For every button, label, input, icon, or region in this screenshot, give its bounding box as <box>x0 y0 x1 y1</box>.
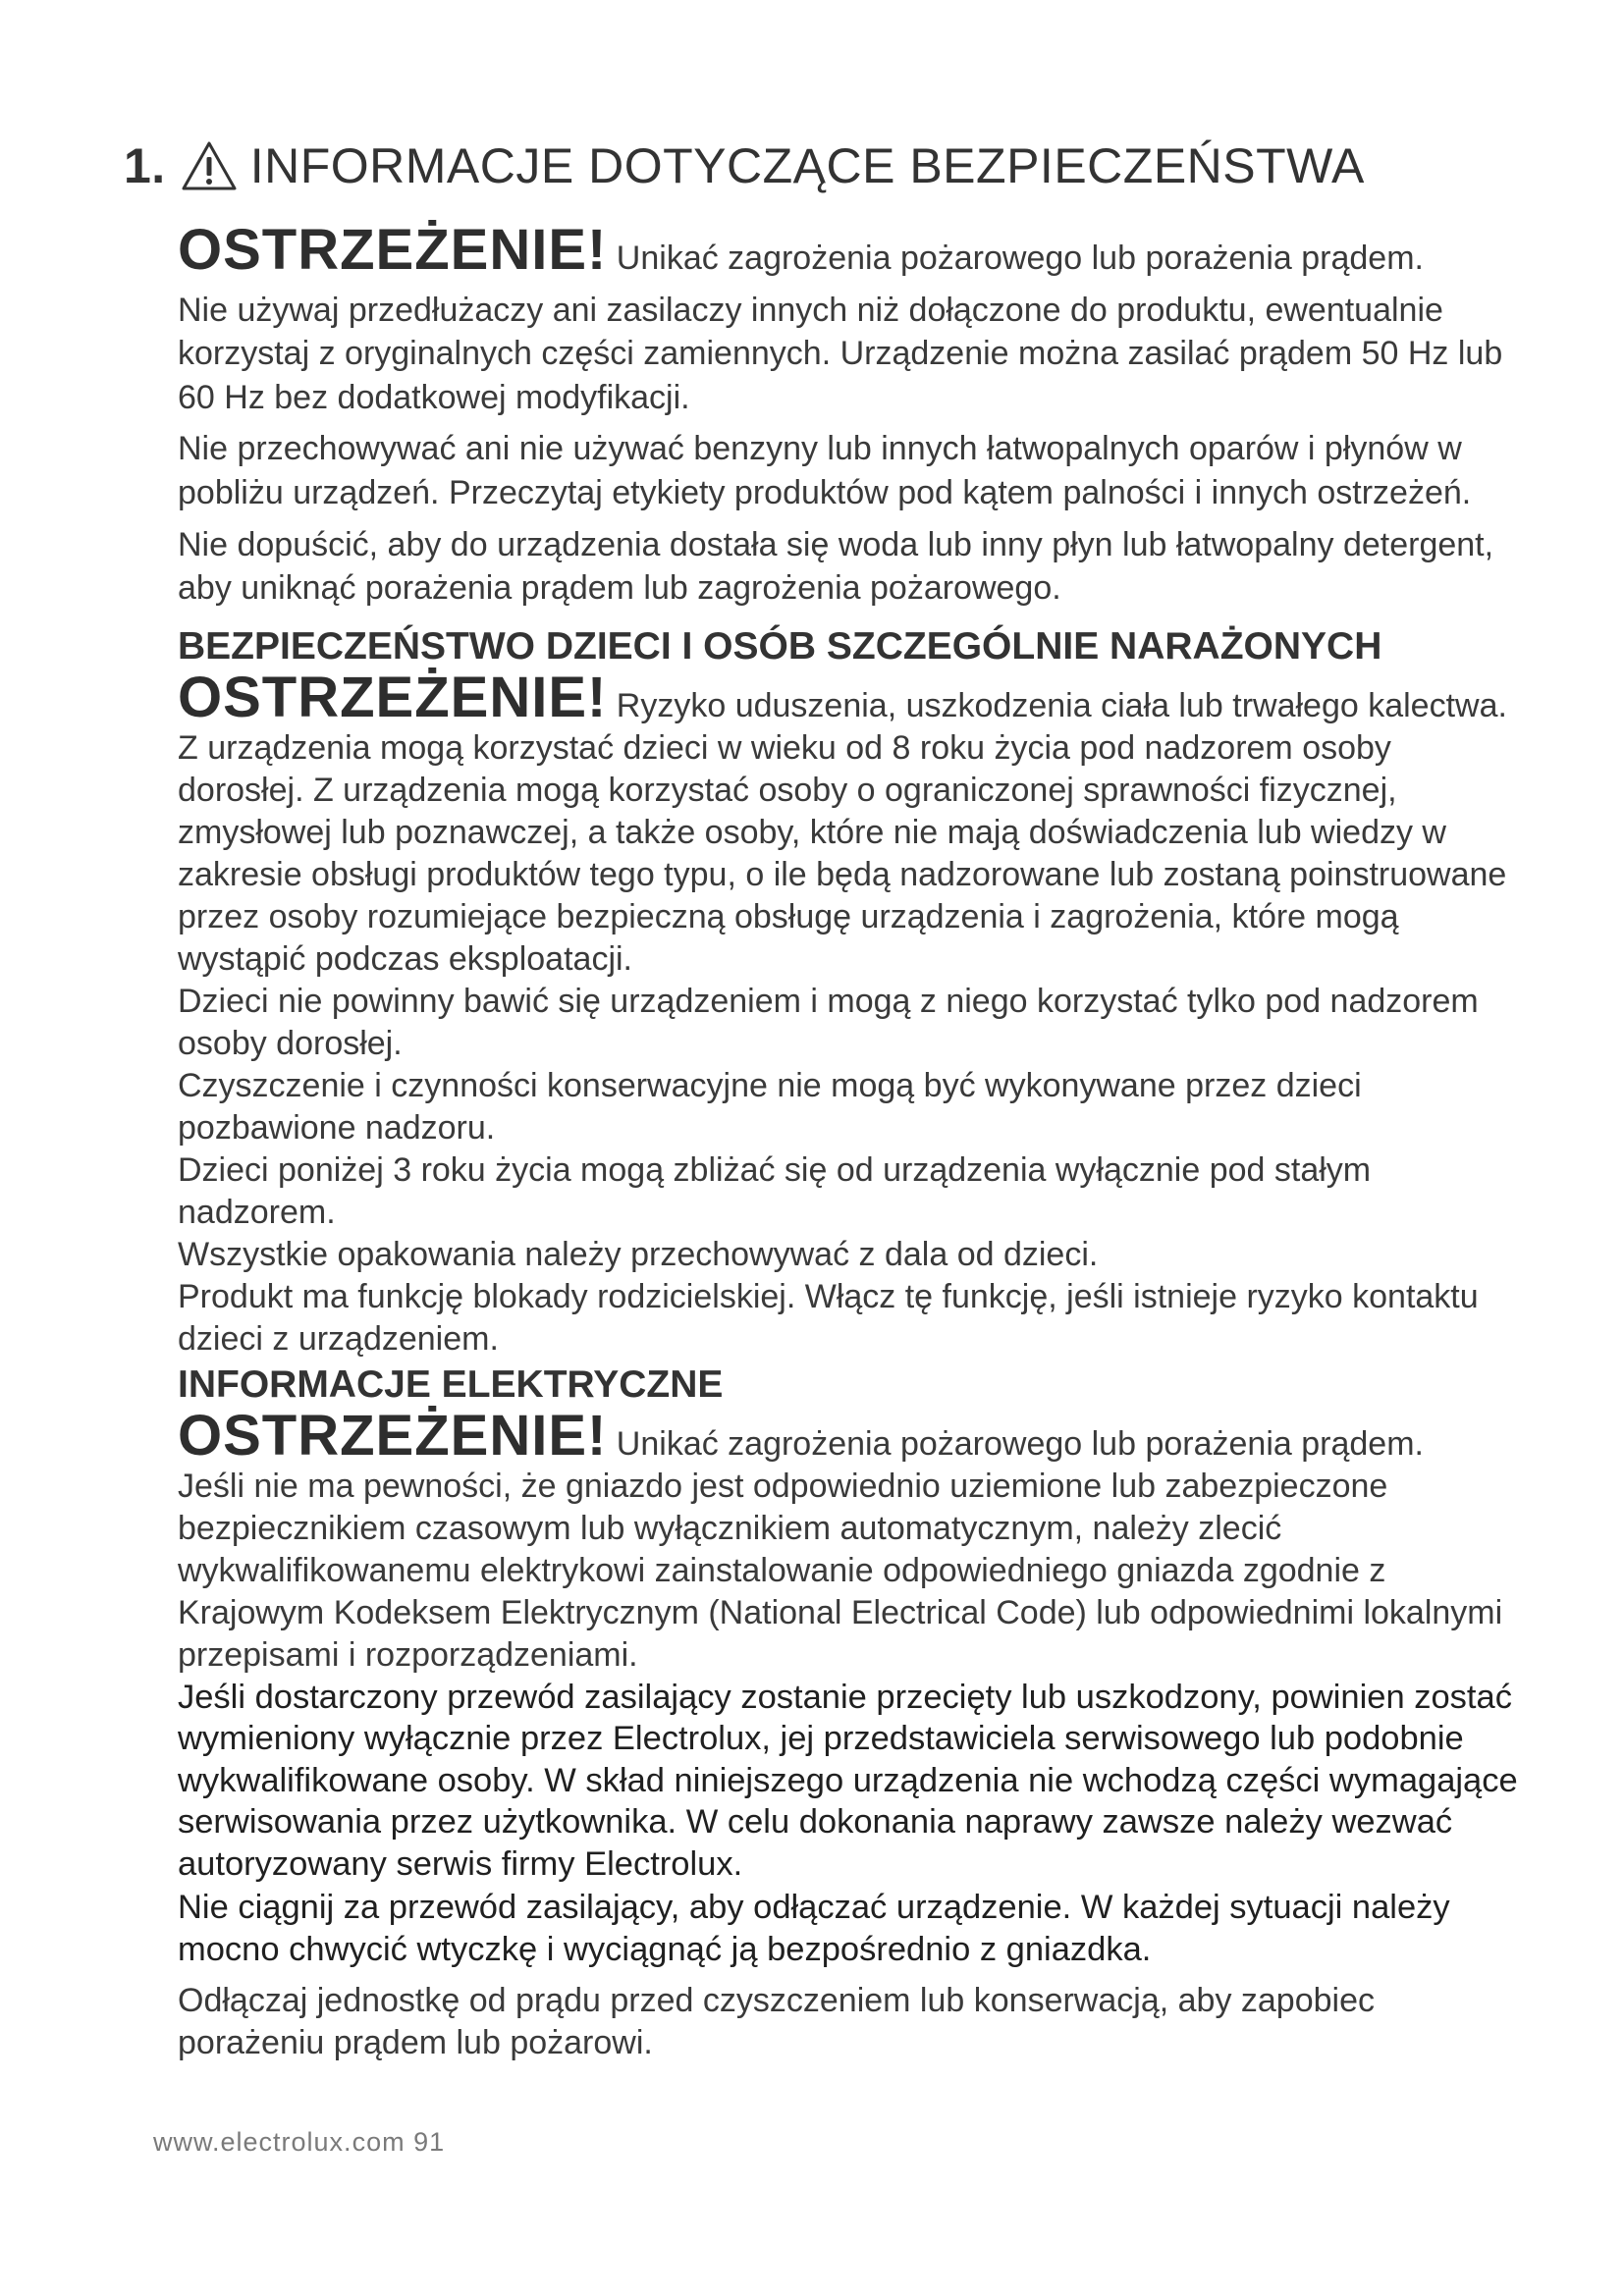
paragraph: Produkt ma funkcję blokady rodzicielskiej. Włącz tę funkcję, jeśli istnieje ryzyko kontaktu dzieci z urządzeniem. <box>178 1277 1479 1358</box>
section-number: 1. <box>124 138 166 193</box>
warning-text: Unikać zagrożenia pożarowego lub porażenia prądem. <box>616 240 1424 277</box>
paragraph: Dzieci nie powinny bawić się urządzeniem i mogą z niego korzystać tylko pod nadzorem osoby dorosłej. <box>178 982 1479 1062</box>
warning-label: OSTRZEŻENIE! <box>178 665 608 729</box>
paragraph: Czyszczenie i czynności konserwacyjne nie mogą być wykonywane przez dzieci pozbawione nadzoru. <box>178 1066 1362 1147</box>
paragraph: Jeśli nie ma pewności, że gniazdo jest odpowiednio uziemione lub zabezpieczone bezpiecznikiem czasowym lub wyłącznikiem automatycznym, należy zlecić wykwalifikowanemu elektrykowi zainstalowanie odpowiedniego gniazda zgodnie z Krajowym Kodeksem Elektrycznym (National Electrical Code) lub odpowiednimi lokalnymi przepisami i rozporządzeniami. <box>178 1467 1503 1674</box>
warning-line-2 <box>178 665 1523 729</box>
paragraph: Nie przechowywać ani nie używać benzyny lub innych łatwopalnych oparów i płynów w pobliżu urządzeń. Przeczytaj etykiety produktów pod kątem palności i innych ostrzeżeń. <box>178 430 1472 511</box>
warning-line-1 <box>178 218 1523 282</box>
paragraph: Dzieci poniżej 3 roku życia mogą zbliżać się od urządzenia wyłącznie pod stałym nadzorem. <box>178 1150 1372 1231</box>
main-content <box>178 218 1523 2064</box>
page-title-text: INFORMACJE DOTYCZĄCE BEZPIECZEŃSTWA <box>249 138 1365 193</box>
warning-text: Unikać zagrożenia pożarowego lub porażenia prądem. <box>616 1424 1424 1463</box>
warning-line-3 <box>178 1403 1523 1468</box>
warning-triangle-icon <box>180 139 239 192</box>
paragraph: Nie dopuścić, aby do urządzenia dostała się woda lub inny płyn lub łatwopalny detergent, aby uniknąć porażenia prądem lub zagrożenia pożarowego. <box>178 525 1494 608</box>
page-footer: www.electrolux.com 91 <box>153 2127 446 2157</box>
section-heading-electrical: INFORMACJE ELEKTRYCZNE <box>178 1362 724 1406</box>
paragraph: Nie ciągnij za przewód zasilający, aby odłączać urządzenie. W każdej sytuacji należy mocno chwycić wtyczkę i wyciągnąć ją bezpośrednio z gniazdka. <box>178 1889 1450 1968</box>
paragraph: Z urządzenia mogą korzystać dzieci w wieku od 8 roku życia pod nadzorem osoby dorosłej. Z urządzenia mogą korzystać osoby o ograniczonej sprawności fizycznej, zmysłowej lub poznawczej, a także osoby, które nie mają doświadczenia lub wiedzy w zakresie obsługi produktów tego typu, o ile będą nadzorowane lub zostaną poinstruowane przez osoby rozumiejące bezpieczną obsługę urządzenia i zagrożenia, które mogą wystąpić podczas eksploatacji. <box>178 728 1507 978</box>
electrical-final-paragraph <box>178 1980 1523 2064</box>
page-title <box>124 137 1365 194</box>
warning-label: OSTRZEŻENIE! <box>178 218 608 282</box>
paragraph: Jeśli dostarczony przewód zasilający zostanie przecięty lub uszkodzony, powinien zostać wymieniony wyłącznie przez Electrolux, jej przedstawiciela serwisowego lub podobnie wykwalifikowane osoby. W skład niniejszego urządzenia nie wchodzą części wymagające serwisowania przez użytkownika. W celu dokonania naprawy zawsze należy wezwać autoryzowany serwis firmy Electrolux. <box>178 1678 1518 1883</box>
paragraph: Nie używaj przedłużaczy ani zasilaczy innych niż dołączone do produktu, ewentualnie korzystaj z oryginalnych części zamiennych. Urządzenie można zasilać prądem 50 Hz lub 60 Hz bez dodatkowej modyfikacji. <box>178 291 1503 416</box>
warning-label: OSTRZEŻENIE! <box>178 1403 608 1468</box>
electrical-section <box>178 1403 1523 1677</box>
electrical-plain-paragraphs <box>178 1677 1523 1971</box>
paragraph: Odłączaj jednostkę od prądu przed czyszczeniem lub konserwacją, aby zapobiec porażeniu prądem lub pożarowi. <box>178 1982 1375 2062</box>
paragraph: Wszystkie opakowania należy przechowywać z dala od dzieci. <box>178 1235 1099 1273</box>
child-safety-section <box>178 665 1523 1361</box>
section-heading-child-safety: BEZPIECZEŃSTWO DZIECI I OSÓB SZCZEGÓLNIE NARAŻONYCH <box>178 624 1382 667</box>
warning-text: Ryzyko uduszenia, uszkodzenia ciała lub trwałego kalectwa. <box>616 686 1507 724</box>
